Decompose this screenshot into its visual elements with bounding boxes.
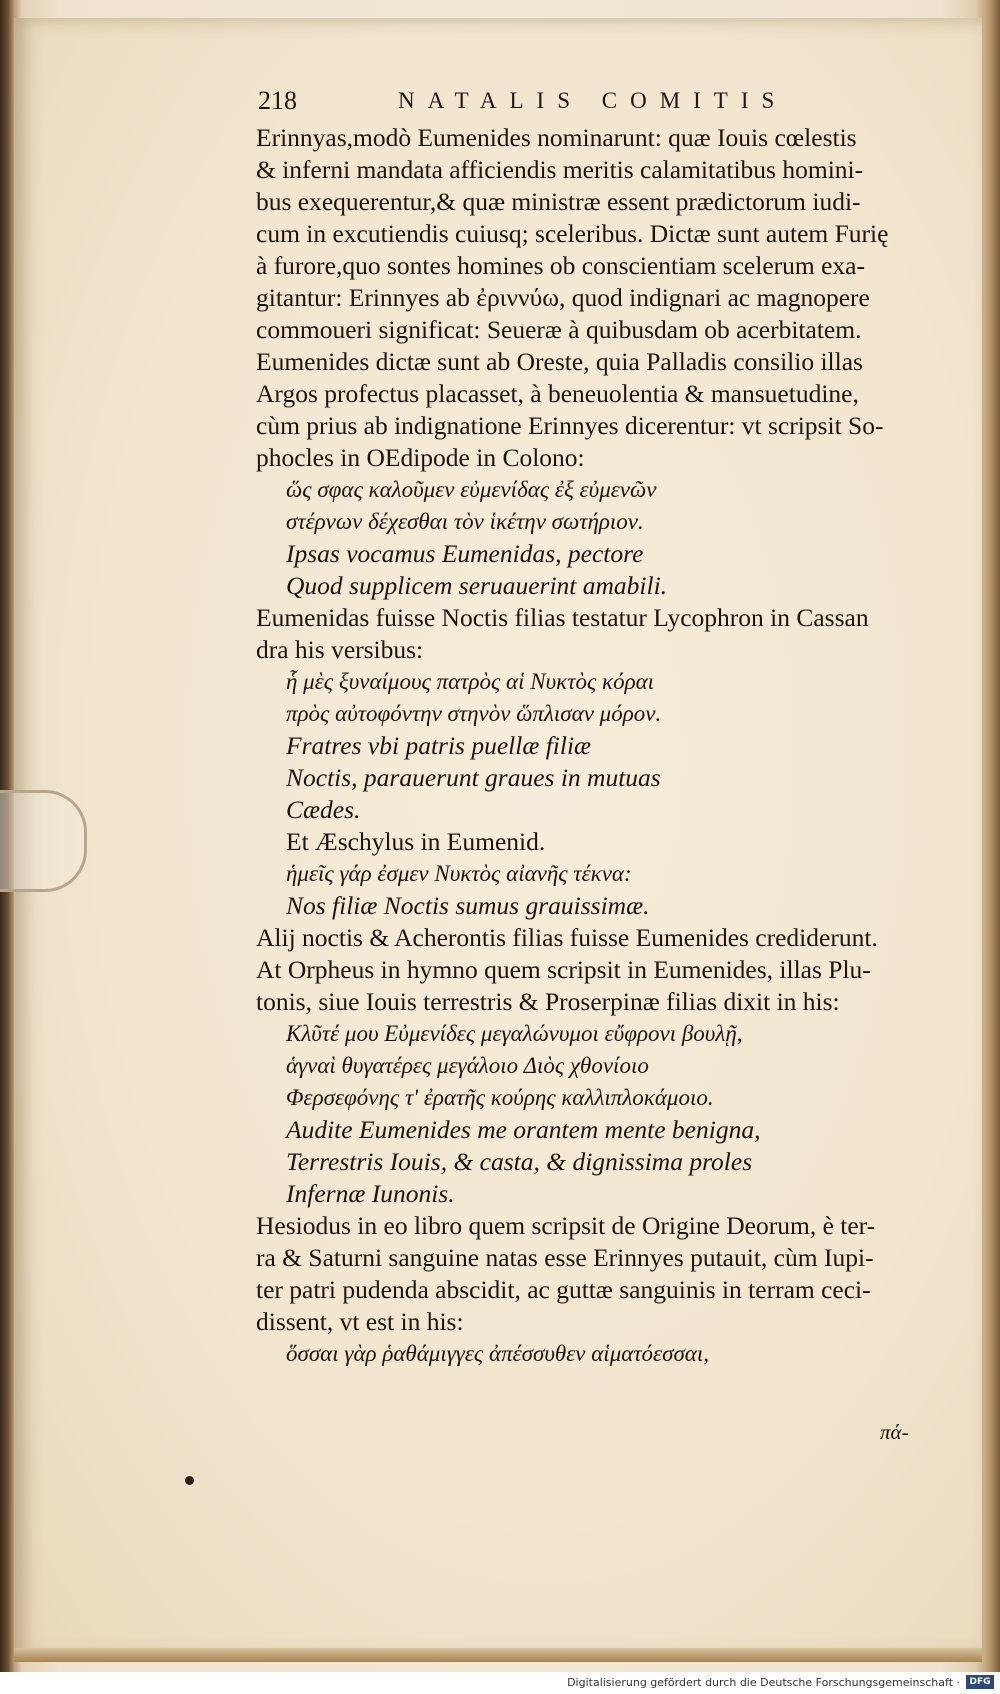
text-line: Hesiodus in eo libro quem scripsit de Origine Deorum, è ter- (256, 1211, 876, 1240)
text-line: Et Æschylus in Eumenid. (286, 827, 546, 856)
funding-credit: Digitalisierung gefördert durch die Deutsche Forschungsgemeinschaft · (567, 1676, 960, 1689)
text-line: & inferni mandata afficiendis meritis calamitatibus homini- (256, 155, 864, 184)
latin-translation-line: Ipsas vocamus Eumenidas, pectore (286, 539, 644, 568)
greek-verse-line: πρὸς αὐτοφόντην στηνὸν ὥπλισαν μόρον. (286, 701, 662, 726)
text-line: dissent, vt est in his: (256, 1307, 464, 1336)
text-line: At Orpheus in hymno quem scripsit in Eumenides, illas Plu- (256, 955, 871, 984)
page-header (258, 86, 838, 120)
latin-translation-line: Quod supplicem seruauerint amabili. (286, 571, 668, 600)
text-line: bus exequerentur,& quæ ministræ essent prædictorum iudi- (256, 187, 861, 216)
text-line: cum in excutiendis cuiusq; sceleribus. Dictæ sunt autem Furię (256, 219, 889, 248)
greek-verse-line: Κλῦτέ μου Εὐμενίδες μεγαλώνυμοι εὔφρονι βουλῇ, (286, 1021, 743, 1046)
greek-verse-line: ὅσσαι γὰρ ῥαθάμιγγες ἀπέσσυθεν αἱματόεσσαι, (286, 1341, 710, 1366)
text-line: ra & Saturni sanguine natas esse Erinnyes putauit, cùm Iupi- (256, 1243, 874, 1272)
latin-translation-line: Audite Eumenides me orantem mente benigna, (286, 1115, 761, 1144)
page-number: 218 (258, 86, 297, 115)
page-clip (0, 790, 87, 892)
catchword: πά- (880, 1420, 909, 1444)
text-line: à furore,quo sontes homines ob conscientiam scelerum exa- (256, 251, 865, 280)
greek-verse-line: ὥς σφας καλοῦμεν εὐμενίδας ἐξ εὐμενῶν (286, 477, 657, 502)
greek-verse-line: ἡμεῖς γάρ ἐσμεν Νυκτὸς αἰανῆς τέκνα: (286, 861, 632, 886)
text-line: commoueri significat: Seueræ à quibusdam ob acerbitatem. (256, 315, 862, 344)
text-body (256, 122, 962, 1370)
text-line: Eumenides dictæ sunt ab Oreste, quia Palladis consilio illas (256, 347, 863, 376)
text-line: Argos profectus placasset, à beneuolentia & mansuetudine, (256, 379, 859, 408)
greek-verse-line: ἁγναὶ θυγατέρες μεγάλοιο Διὸς χθονίοιο (286, 1053, 649, 1078)
text-line: gitantur: Erinnyes ab ἐριννύω, quod indignari ac magnopere (256, 283, 870, 312)
dfg-logo: DFG (966, 1675, 994, 1689)
text-line: cùm prius ab indignatione Erinnyes dicerentur: vt scripsit So- (256, 411, 884, 440)
latin-translation-line: Fratres vbi patris puellæ filiæ (286, 731, 592, 760)
text-line: Eumenidas fuisse Noctis filias testatur Lycophron in Cassan (256, 603, 869, 632)
text-line: ter patri pudenda abscidit, ac guttæ sanguinis in terram ceci- (256, 1275, 871, 1304)
running-head: NATALIS COMITIS (398, 88, 788, 113)
latin-translation-line: Terrestris Iouis, & casta, & dignissima proles (286, 1147, 753, 1176)
latin-translation-line: Infernæ Iunonis. (286, 1179, 455, 1208)
latin-translation-line: Nos filiæ Noctis sumus grauissimæ. (286, 891, 650, 920)
text-line: Alij noctis & Acherontis filias fuisse Eumenides crediderunt. (256, 923, 878, 952)
greek-verse-line: ἧ μὲς ξυναίμους πατρὸς αἱ Νυκτὸς κόραι (286, 669, 655, 694)
latin-translation-line: Noctis, parauerunt graues in mutuas (286, 763, 661, 792)
latin-translation-line: Cædes. (286, 795, 361, 824)
ink-spot (185, 1476, 194, 1485)
greek-verse-line: Φερσεφόνης τ' ἐρατῆς κούρης καλλιπλοκάμοιο. (286, 1085, 714, 1110)
greek-verse-line: στέρνων δέχεσθαι τὸν ἱκέτην σωτήριον. (286, 509, 644, 534)
text-line: tonis, siue Iouis terrestris & Proserpinæ filias dixit in his: (256, 987, 840, 1016)
page-edge (14, 1648, 982, 1662)
digitization-footer (0, 1672, 1000, 1694)
text-line: phocles in OEdipode in Colono: (256, 443, 585, 472)
text-line: dra his versibus: (256, 635, 424, 664)
text-line: Erinnyas,modò Eumenides nominarunt: quæ Iouis cœlestis (256, 123, 857, 152)
